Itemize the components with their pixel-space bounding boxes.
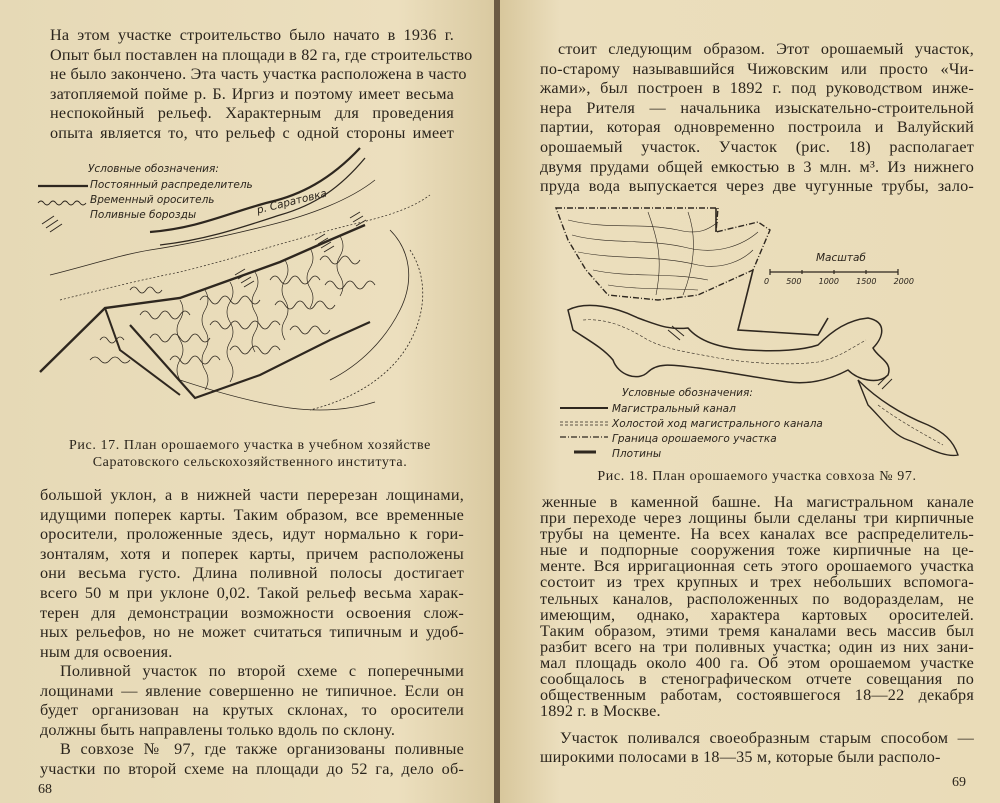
scale-bar: [770, 269, 898, 275]
text-line: опыта является то, что рельеф с одной стороны имеет: [50, 123, 454, 142]
left-bottom-paragraph-1: [40, 486, 464, 662]
text-line: должны быть направлены только вдоль по склону.: [40, 720, 396, 739]
legend-item: Граница орошаемого участка: [612, 433, 777, 445]
figure-18-caption: Рис. 18. План орошаемого участка совхоза № 97.: [597, 469, 917, 484]
legend-title: Условные обозначения:: [622, 387, 753, 399]
text-line: стоит следующим образом. Этот орошаемый участок,: [558, 40, 974, 58]
scale-tick: 0: [764, 277, 770, 286]
legend-item: Холостой ход магистрального канала: [612, 418, 823, 430]
left-page: [0, 0, 497, 803]
text-line: В совхозе № 97, где также организованы поливные: [60, 740, 464, 758]
right-top-paragraph: [540, 40, 974, 197]
text-line: тельных каналов, расположенных по водоразделам, не: [540, 589, 974, 608]
legend-item: Поливные борозды: [90, 209, 197, 221]
legend-item: Постоянный распределитель: [90, 179, 253, 191]
text-line: трубы на цементе. На всех каналах все распределитель-: [540, 525, 974, 544]
text-line: участки по второй схеме на площади до 52 га, дело об-: [40, 759, 464, 778]
permanent-distributor: [40, 225, 365, 372]
irrigated-area-boundary: [556, 208, 770, 300]
right-page: [500, 0, 1000, 803]
text-line: будет организован на крутых склонах, то оросители: [40, 701, 464, 720]
text-line: партии, которая одновременно построила и Валуйский: [540, 118, 974, 137]
text-line: зонталям, хотя и поперек карты, причем расположены: [40, 544, 464, 563]
figure-17-legend: [90, 162, 253, 223]
text-line: они весьма густо. Длина поливной полосы достигает: [40, 564, 464, 583]
text-line: по-старому называвшийся Чижовским или просто «Чи-: [540, 59, 974, 78]
text-line: лощинами — явление совершенно не типичное. Если он: [40, 681, 464, 700]
text-line: терен для демонстрации возможности освоения слож-: [40, 603, 464, 622]
text-line: Таким образом, этими тремя каналами весь массив был: [540, 621, 974, 640]
text-line: состоит из трех крупных и трех небольших вспомога-: [540, 573, 974, 592]
figure-18-legend: [612, 386, 823, 462]
text-line: всего 50 м при уклоне 0,02. Такой рельеф весьма харак-: [40, 583, 464, 602]
text-line: затопляемой пойме р. Б. Иргиз и поэтому имеет весьма: [50, 84, 454, 103]
legend-line-idle-run: [560, 422, 608, 425]
left-bottom-paragraph-2: [40, 662, 464, 740]
legend-line-temporary: [38, 201, 86, 205]
caption-line: Рис. 17. План орошаемого участка в учебном хозяйстве: [69, 438, 431, 453]
caption-line: Саратовского сельскохозяйственного института.: [92, 455, 408, 470]
text-line: при переходе через лощины были сделаны три кирпичные: [540, 509, 974, 528]
text-line: разбит всего на три поливных участка; один из них зани-: [540, 637, 974, 656]
text-line: ным для освоения.: [40, 642, 173, 661]
scale-tick: 1000: [818, 277, 839, 286]
left-top-paragraph: [50, 26, 473, 144]
page-number-left: 68: [38, 782, 52, 797]
legend-furrows: [42, 216, 62, 232]
text-line: менте. Вся ирригационная сеть этого орошаемого участка: [540, 557, 974, 576]
scale-tick: 1500: [856, 277, 877, 286]
text-line: двумя прудами общей емкостью в 3 млн. м³. Из нижнего: [540, 157, 974, 176]
text-line: нера Рителя — начальника изыскательно-строительной: [540, 98, 974, 117]
text-line: общественным работам, состоявшегося 18—22 декабря: [540, 686, 974, 705]
right-bottom-paragraph-2: [540, 729, 974, 767]
page-number-right: 69: [952, 775, 966, 790]
text-line: имеющим, однако, характера картовых оросителей.: [540, 605, 974, 624]
figure-17-caption: [40, 437, 460, 471]
river-label: р. Саратовка: [255, 187, 329, 217]
text-line: орошаемый участок. Участок (рис. 18) располагает: [540, 137, 974, 156]
scale-tick: 500: [786, 277, 802, 286]
reservoir: [568, 305, 889, 382]
left-bottom-paragraph-3: [40, 740, 464, 779]
text-line: 1892 г. в Москве.: [540, 702, 661, 721]
text-line: мал площадь около 400 га. Об этом орошаемом участке: [540, 653, 974, 672]
text-line: оросители, проложенные здесь, идут нормально к гори-: [40, 525, 464, 544]
text-line: пруда вода выпускается через две чугунные трубы, зало-: [540, 177, 974, 196]
legend-title: Условные обозначения:: [88, 163, 219, 175]
text-line: большой уклон, а в нижней части перерезан лощинами,: [40, 486, 464, 504]
text-line: неспокойный рельеф. Характерным для проведения: [50, 104, 454, 123]
text-line: На этом участке строительство было начато в 1936 г.: [50, 26, 454, 44]
legend-item: Временный ороситель: [90, 194, 215, 206]
text-line: идущими поперек карты. Таким образом, все временные: [40, 505, 464, 524]
text-line: женные в каменной башне. На магистральном канале: [542, 493, 974, 511]
scale-ticks: [764, 277, 914, 286]
scale-title: Масштаб: [816, 252, 866, 264]
text-line: не было закончено. Эта часть участка расположена в часто: [50, 65, 467, 84]
legend-item: Магистральный канал: [612, 403, 736, 415]
text-line: сообщалось в стенографическом отчете совещания по: [540, 670, 974, 689]
text-line: ные и подпорные сооружения тоже кирпичные на це-: [540, 541, 974, 560]
legend-item: Плотины: [612, 448, 662, 460]
text-line: Поливной участок по второй схеме с поперечными: [60, 662, 464, 680]
text-line: ных рельефов, но не может считаться типичным и удоб-: [40, 623, 464, 642]
text-line: Участок поливался своеобразным старым способом —: [560, 729, 974, 747]
right-bottom-paragraph-1: [540, 494, 974, 719]
text-line: Опыт был поставлен на площади в 82 га, где строительство: [50, 45, 473, 64]
text-line: широкими полосами в 18—35 м, которые были располо-: [540, 748, 941, 766]
text-line: жами», был построен в 1892 г. под руководством инже-: [540, 79, 974, 98]
scale-tick: 2000: [893, 277, 914, 286]
